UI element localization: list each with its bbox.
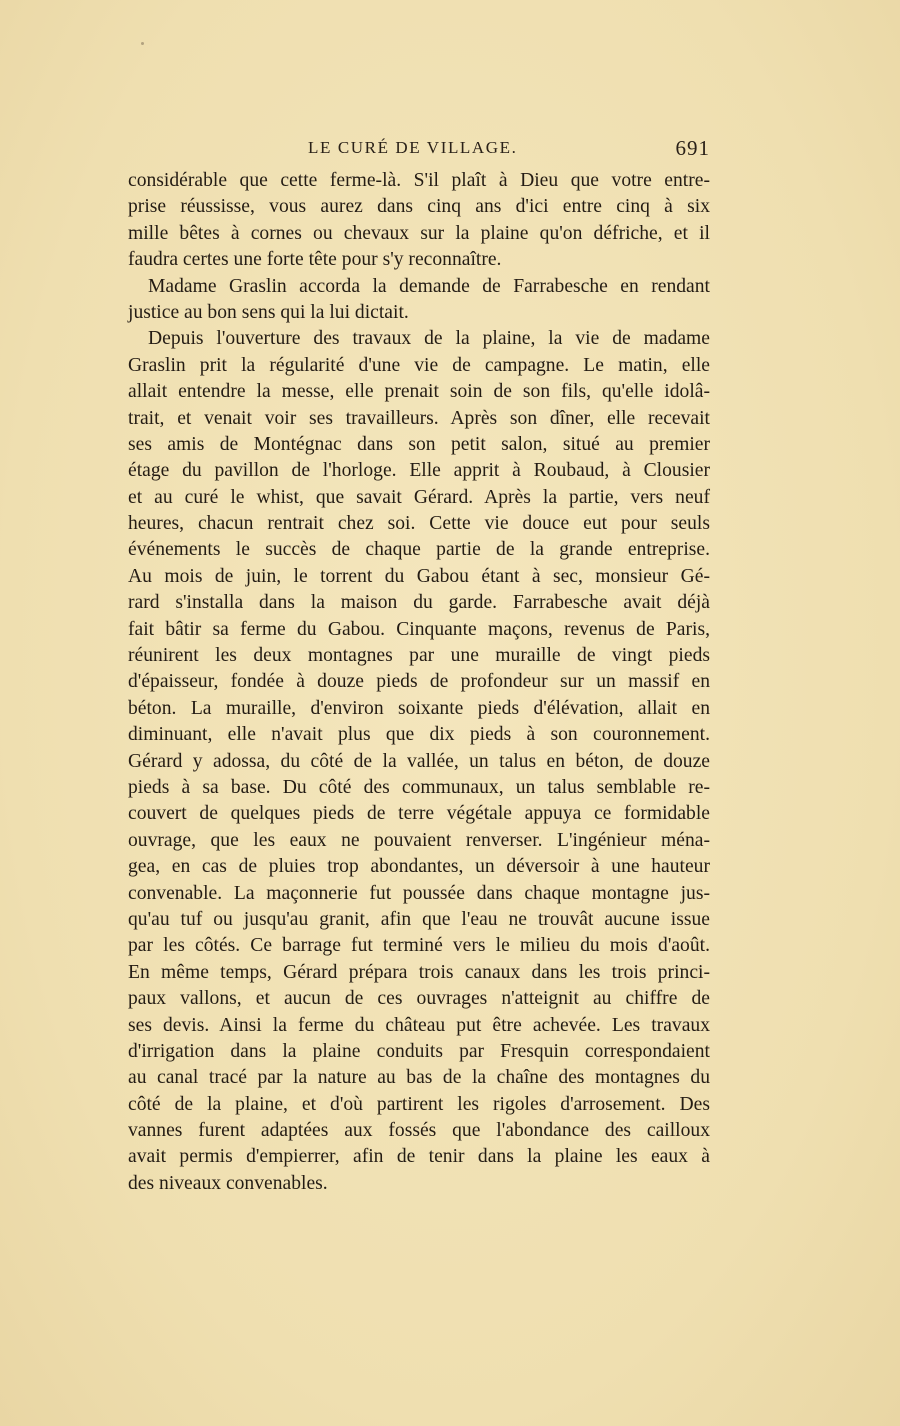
text-line: d'épaisseur, fondée à douze pieds de profondeur sur un massif en (128, 671, 710, 693)
text-line: béton. La muraille, d'environ soixante pieds d'élévation, allait en (128, 697, 710, 719)
text-line: événements le succès de chaque partie de la grande entreprise. (128, 539, 710, 561)
text-line: avait permis d'empierrer, afin de tenir dans la plaine les eaux à (128, 1146, 710, 1168)
text-line: Gérard y adossa, du côté de la vallée, un talus en béton, de douze (128, 750, 710, 772)
text-line: trait, et venait voir ses travailleurs. Après son dîner, elle recevait (128, 407, 710, 429)
text-line: mille bêtes à cornes ou chevaux sur la plaine qu'on défriche, et il (128, 222, 710, 244)
text-line: couvert de quelques pieds de terre végétale appuya ce formidable (128, 803, 710, 825)
text-line: par les côtés. Ce barrage fut terminé vers le milieu du mois d'août. (128, 935, 710, 957)
text-line: réunirent les deux montagnes par une muraille de vingt pieds (128, 645, 710, 667)
text-line: ses devis. Ainsi la ferme du château put être achevée. Les travaux (128, 1014, 710, 1036)
text-line: diminuant, elle n'avait plus que dix pieds à son couronnement. (128, 724, 710, 746)
running-title: LE CURÉ DE VILLAGE. (308, 138, 518, 157)
text-line: faudra certes une forte tête pour s'y reconnaître. (128, 249, 502, 271)
text-line: et au curé le whist, que savait Gérard. Après la partie, vers neuf (128, 486, 710, 508)
text-line: Graslin prit la régularité d'une vie de campagne. Le matin, elle (128, 354, 710, 376)
text-line: allait entendre la messe, elle prenait soin de son fils, qu'elle idolâ- (128, 381, 710, 403)
text-line: Depuis l'ouverture des travaux de la plaine, la vie de madame (148, 328, 710, 350)
text-line: ouvrage, que les eaux ne pouvaient renverser. L'ingénieur ména- (128, 829, 710, 851)
text-line: heures, chacun rentrait chez soi. Cette vie douce eut pour seuls (128, 513, 710, 535)
text-line: côté de la plaine, et d'où partirent les rigoles d'arrosement. Des (128, 1093, 710, 1115)
text-line: Madame Graslin accorda la demande de Farrabesche en rendant (148, 275, 710, 297)
running-head (128, 138, 710, 164)
text-line: convenable. La maçonnerie fut poussée dans chaque montagne jus- (128, 882, 710, 904)
page-number: 691 (675, 136, 710, 160)
text-line: des niveaux convenables. (128, 1172, 328, 1194)
body-text (128, 168, 710, 1197)
text-line: pieds à sa base. Du côté des communaux, un talus semblable re- (128, 776, 710, 798)
text-line: prise réussisse, vous aurez dans cinq ans d'ici entre cinq à six (128, 196, 710, 218)
text-line: justice au bon sens qui la lui dictait. (128, 301, 409, 323)
paper-speck (141, 42, 144, 45)
text-line: En même temps, Gérard prépara trois canaux dans les trois princi- (128, 961, 710, 983)
text-line: au canal tracé par la nature au bas de la chaîne des montagnes du (128, 1067, 710, 1089)
text-line: considérable que cette ferme-là. S'il plaît à Dieu que votre entre- (128, 170, 710, 191)
text-line: paux vallons, et aucun de ces ouvrages n'atteignit au chiffre de (128, 988, 710, 1010)
text-line: ses amis de Montégnac dans son petit salon, situé au premier (128, 433, 710, 455)
text-line: rard s'installa dans la maison du garde. Farrabesche avait déjà (128, 592, 710, 614)
text-line: d'irrigation dans la plaine conduits par Fresquin correspondaient (128, 1040, 710, 1062)
text-line: gea, en cas de pluies trop abondantes, un déversoir à une hauteur (128, 856, 710, 878)
text-line: vannes furent adaptées aux fossés que l'abondance des cailloux (128, 1120, 710, 1142)
text-line: fait bâtir sa ferme du Gabou. Cinquante maçons, revenus de Paris, (128, 618, 710, 640)
text-line: étage du pavillon de l'horloge. Elle apprit à Roubaud, à Clousier (128, 460, 710, 482)
text-line: Au mois de juin, le torrent du Gabou étant à sec, monsieur Gé- (128, 565, 710, 587)
text-line: qu'au tuf ou jusqu'au granit, afin que l'eau ne trouvât aucune issue (128, 908, 710, 930)
